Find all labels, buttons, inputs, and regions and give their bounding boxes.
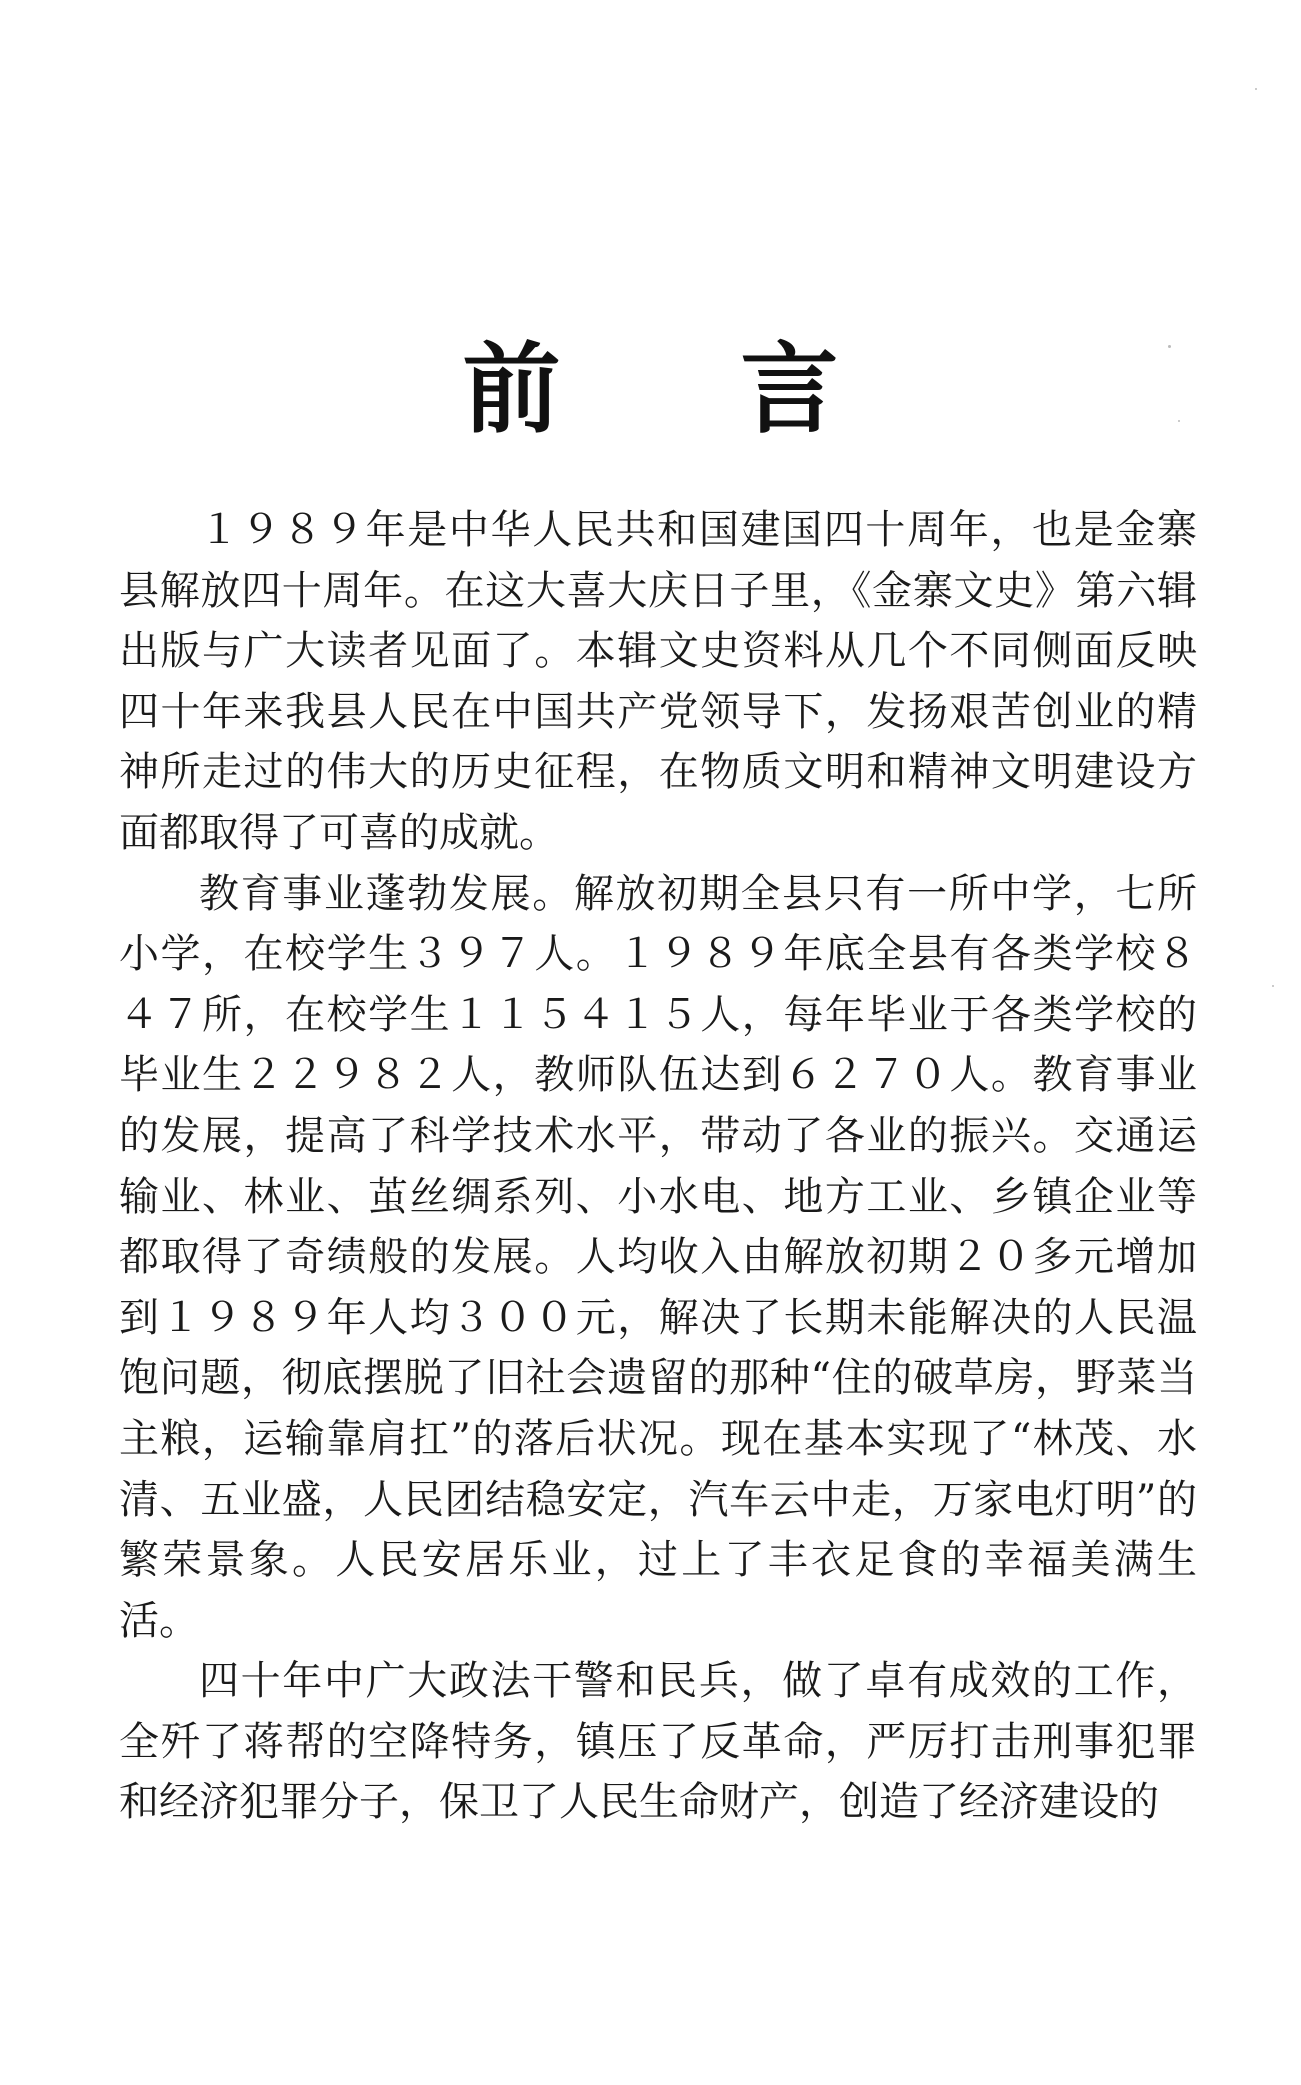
page-title [0,330,1301,450]
scan-speck [1255,88,1257,90]
scan-speck [1178,420,1180,422]
paragraph-1: １９８９年是中华人民共和国建国四十周年，也是金寨县解放四十周年。在这大喜大庆日子里，《金寨文史》第六辑出版与广大读者见面了。本辑文史资料从几个不同侧面反映四十年来我县人民在中国共产党领导下，发扬艰苦创业的精神所走过的伟大的历史征程，在物质文明和精神文明建设方面都取得了可喜的成就。 [119,507,1197,856]
title-char-1: 前 [462,332,561,447]
paragraph-3: 四十年中广大政法干警和民兵，做了卓有成效的工作，全歼了蒋帮的空降特务，镇压了反革命，严厉打击刑事犯罪和经济犯罪分子，保卫了人民生命财产，创造了经济建设的 [119,1658,1197,1826]
title-char-2: 言 [740,332,839,447]
body-text [119,500,1197,1833]
scan-speck [1272,985,1274,987]
scan-speck [1168,345,1171,348]
paragraph-2: 教育事业蓬勃发展。解放初期全县只有一所中学，七所小学，在校学生３９７人。１９８９年底全县有各类学校８４７所，在校学生１１５４１５人，每年毕业于各类学校的毕业生２２９８２人，教师队伍达到６２７０人。教育事业的发展，提高了科学技术水平，带动了各业的振兴。交通运输业、林业、茧丝绸系列、小水电、地方工业、乡镇企业等都取得了奇绩般的发展。人均收入由解放初期２０多元增加到１９８９年人均３００元，解决了长期未能解决的人民温饱问题，彻底摆脱了旧社会遗留的那种“住的破草房，野菜当主粮，运输靠肩扛”的落后状况。现在基本实现了“林茂、水清、五业盛，人民团结稳安定，汽车云中走，万家电灯明”的繁荣景象。人民安居乐业，过上了丰衣足食的幸福美满生活。 [119,870,1197,1644]
